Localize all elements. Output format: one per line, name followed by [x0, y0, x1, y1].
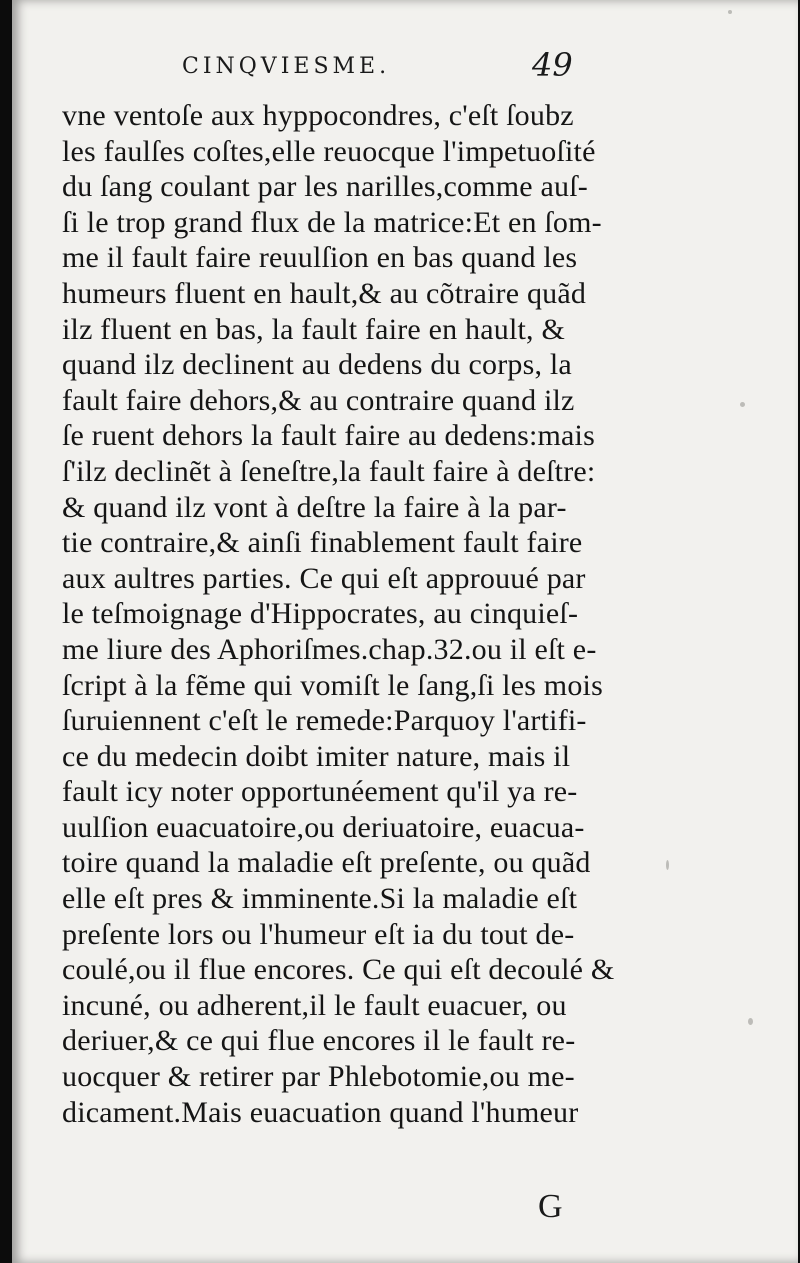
paper-speck — [666, 860, 669, 870]
page-number: 49 — [532, 46, 573, 84]
body-text — [62, 98, 662, 1130]
text-line: aux aultres parties. Ce qui eſt approuué par — [62, 561, 586, 595]
text-line: me liure des Aphoriſmes.chap.32.ou il eſt e- — [62, 632, 597, 666]
text-line: quand ilz declinent au dedens du corps, la — [62, 348, 572, 382]
paper-speck — [728, 10, 732, 14]
text-line: ſe ruent dehors la fault faire au dedens:mais — [62, 419, 595, 453]
text-line: toire quand la maladie eſt preſente, ou quãd — [62, 846, 591, 880]
text-line: preſente lors ou l'humeur eſt ia du tout de- — [62, 917, 575, 951]
text-line: fault icy noter opportunéement qu'il ya re- — [62, 775, 578, 809]
text-line: incuné, ou adherent,il le fault euacuer, ou — [62, 988, 567, 1022]
text-line: uocquer & retirer par Phlebotomie,ou me- — [62, 1060, 575, 1094]
text-line: coulé,ou il flue encores. Ce qui eſt decoulé & — [62, 953, 615, 987]
text-line: tie contraire,& ainſi finablement fault faire — [62, 526, 583, 560]
text-line: elle eſt pres & imminente.Si la maladie eſt — [62, 882, 578, 916]
paper-speck — [740, 402, 745, 407]
text-line: ſcript à la fẽme qui vomiſt le ſang,ſi les mois — [62, 668, 603, 702]
text-line: dicament.Mais euacuation quand l'humeur — [62, 1095, 579, 1129]
text-line: uulſion euacuatoire,ou deriuatoire, euacua- — [62, 810, 585, 844]
text-line: du ſang coulant par les narilles,comme auſ- — [62, 170, 588, 204]
text-line: les faulſes coſtes,elle reuocque l'impetuoſité — [62, 134, 596, 168]
text-line: ce du medecin doibt imiter nature, mais il — [62, 739, 571, 773]
text-line: ſuruiennent c'eſt le remede:Parquoy l'artifi- — [62, 704, 587, 738]
page-header — [182, 48, 582, 88]
text-line: fault faire dehors,& au contraire quand ilz — [62, 383, 575, 417]
paper-speck — [748, 1018, 753, 1025]
text-line: deriuer,& ce qui flue encores il le fault re- — [62, 1024, 576, 1058]
signature-mark: G — [538, 1188, 563, 1225]
text-line: le teſmoignage d'Hippocrates, au cinquieſ- — [62, 597, 579, 631]
running-head: CINQVIESME. — [182, 54, 391, 79]
text-line: vne ventoſe aux hyppocondres, c'eſt ſoubz — [62, 99, 574, 132]
text-line: ſi le trop grand flux de la matrice:Et en ſom- — [62, 205, 602, 239]
text-line: ſ'ilz declinẽt à ſeneſtre,la fault faire à deſtre: — [62, 454, 596, 488]
text-line: humeurs fluent en hault,& au cõtraire quãd — [62, 276, 587, 310]
text-line: me il fault faire reuulſion en bas quand les — [62, 241, 578, 275]
text-line: & quand ilz vont à deſtre la faire à la par- — [62, 490, 567, 524]
text-line: ilz fluent en bas, la fault faire en hault, & — [62, 312, 565, 346]
